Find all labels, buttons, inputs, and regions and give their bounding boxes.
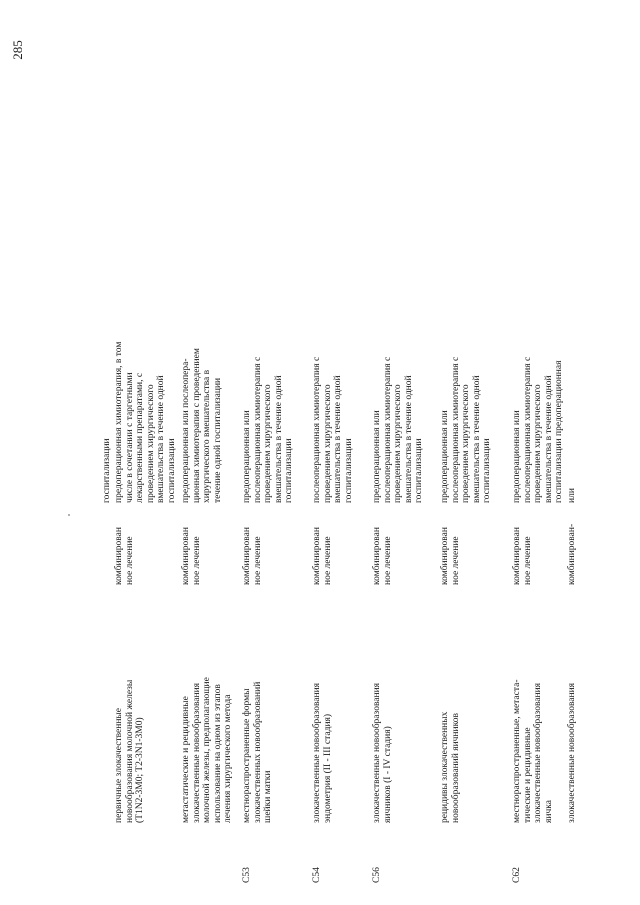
diagnosis-line: использование на одном из этапов bbox=[212, 684, 223, 823]
method-line: хирургического вмешательства в bbox=[202, 369, 213, 503]
scan-speck bbox=[68, 514, 70, 516]
treatment-type-cell bbox=[181, 515, 202, 585]
diagnosis-cell bbox=[312, 598, 333, 823]
method-cell bbox=[512, 128, 565, 503]
method-line: вмешательства в течение одной bbox=[156, 375, 167, 503]
diagnosis-cell bbox=[181, 598, 234, 823]
diagnosis-cell bbox=[372, 598, 393, 823]
diagnosis-line: новообразования молочной железы bbox=[124, 679, 135, 823]
treatment-type-line: комбинирован bbox=[312, 527, 322, 585]
method-cell bbox=[181, 128, 223, 503]
treatment-type-line: комбинирован bbox=[372, 527, 382, 585]
diagnosis-line: новообразований яичников bbox=[450, 713, 461, 823]
diagnosis-line: (T1N2-3M0; T2-3N1-3M0) bbox=[135, 717, 146, 823]
diagnosis-cell bbox=[440, 598, 461, 823]
method-line: госпитализации bbox=[414, 438, 425, 503]
icd-code: C53 bbox=[242, 867, 252, 883]
diagnosis-line: лечения хирургического метода bbox=[223, 694, 234, 823]
treatment-type-cell bbox=[114, 515, 135, 585]
method-line: вмешательства в течение одной bbox=[273, 375, 284, 503]
method-line: госпитализации bbox=[482, 438, 493, 503]
method-line: предоперационная или bbox=[242, 410, 252, 503]
method-line: госпитализации bbox=[166, 438, 177, 503]
treatment-type-line: комбинирован- bbox=[567, 523, 577, 585]
method-line: госпитализации предоперационная bbox=[554, 360, 565, 503]
method-line: вмешательства в течение одной bbox=[403, 375, 414, 503]
treatment-table bbox=[92, 123, 582, 883]
page-number: 285 bbox=[10, 40, 25, 60]
method-line: предоперационная химиотерапия, в том bbox=[114, 341, 124, 503]
method-line: госпитализации bbox=[102, 438, 112, 503]
diagnosis-line: метастатические и рецидивные bbox=[181, 696, 191, 823]
method-line: проведением хирургического bbox=[461, 384, 472, 503]
diagnosis-line: яичка bbox=[543, 800, 554, 823]
treatment-type-line: ное лечение bbox=[322, 536, 333, 585]
treatment-type-line: ное лечение bbox=[191, 536, 202, 585]
method-line: предоперационная или послеопера- bbox=[181, 358, 191, 503]
method-line: вмешательства в течение одной bbox=[543, 375, 554, 503]
method-line: ционная химиотерапия с проведением bbox=[191, 348, 202, 503]
treatment-type-cell bbox=[372, 515, 393, 585]
treatment-type-cell bbox=[512, 515, 533, 585]
diagnosis-line: первичные злокачественные bbox=[114, 707, 124, 823]
treatment-type-line: ное лечение bbox=[382, 536, 393, 585]
method-cell bbox=[567, 128, 578, 503]
diagnosis-cell bbox=[512, 598, 554, 823]
method-line: предоперационная или bbox=[440, 410, 450, 503]
method-cell bbox=[312, 128, 354, 503]
treatment-type-line: комбинирован bbox=[181, 527, 191, 585]
method-cell bbox=[242, 128, 295, 503]
icd-code: C62 bbox=[512, 867, 522, 883]
treatment-type-line: комбинирован bbox=[242, 527, 252, 585]
treatment-type-cell bbox=[440, 515, 461, 585]
method-line: госпитализации bbox=[284, 438, 295, 503]
icd-code: C56 bbox=[372, 867, 382, 883]
diagnosis-line: злокачественные новообразования bbox=[372, 682, 382, 823]
diagnosis-line: злокачественных новообразований bbox=[252, 681, 263, 823]
diagnosis-line: злокачественные новообразования bbox=[567, 682, 577, 823]
diagnosis-cell bbox=[242, 598, 274, 823]
method-line: проведением хирургического bbox=[533, 384, 544, 503]
method-cell bbox=[102, 128, 113, 503]
diagnosis-line: злокачественные новообразования bbox=[533, 682, 544, 823]
treatment-type-line: ное лечение bbox=[252, 536, 263, 585]
method-line: вмешательства в течение одной bbox=[333, 375, 344, 503]
method-line: госпитализации bbox=[343, 438, 354, 503]
treatment-type-cell bbox=[242, 515, 263, 585]
method-line: послеоперационная химиотерапия с bbox=[450, 356, 461, 503]
treatment-type-line: комбинирован bbox=[512, 527, 522, 585]
method-line: предоперационная или bbox=[512, 410, 522, 503]
method-line: послеоперационная химиотерапия с bbox=[382, 356, 393, 503]
diagnosis-line: злокачественные новообразования bbox=[191, 682, 202, 823]
treatment-type-cell bbox=[312, 515, 333, 585]
method-cell bbox=[372, 128, 425, 503]
diagnosis-line: тические и рецидивные bbox=[522, 727, 533, 823]
treatment-type-line: ное лечение bbox=[450, 536, 461, 585]
method-cell bbox=[114, 128, 178, 503]
treatment-type-cell bbox=[567, 515, 578, 585]
method-line: предоперационная или bbox=[372, 410, 382, 503]
diagnosis-cell bbox=[114, 598, 146, 823]
method-line: течение одной госпитализации bbox=[212, 377, 223, 503]
treatment-type-line: ное лечение bbox=[522, 536, 533, 585]
method-line: проведением хирургического bbox=[263, 384, 274, 503]
diagnosis-line: местнораспространенные формы bbox=[242, 688, 252, 823]
diagnosis-line: местнораспространенные, метаста- bbox=[512, 679, 522, 823]
method-line: проведением хирургического bbox=[393, 384, 404, 503]
diagnosis-line: злокачественные новообразования bbox=[312, 682, 322, 823]
method-line: проведением хирургического bbox=[322, 384, 333, 503]
method-line: вмешательства в течение одной bbox=[471, 375, 482, 503]
diagnosis-line: эндометрия (II - III стадия) bbox=[322, 713, 333, 823]
treatment-type-line: комбинирован bbox=[114, 527, 124, 585]
method-line: или bbox=[567, 488, 577, 503]
treatment-type-line: ное лечение bbox=[124, 536, 135, 585]
method-cell bbox=[440, 128, 493, 503]
diagnosis-cell bbox=[567, 598, 578, 823]
diagnosis-line: яичников (I - IV стадия) bbox=[382, 726, 393, 823]
diagnosis-line: рецидивы злокачественных bbox=[440, 711, 450, 823]
method-line: послеоперационная химиотерапия с bbox=[252, 356, 263, 503]
diagnosis-line: шейки матки bbox=[263, 770, 274, 823]
method-line: послеоперационная химиотерапия с bbox=[312, 356, 322, 503]
method-line: лекарственными препаратами, с bbox=[135, 372, 146, 503]
treatment-type-line: комбинирован bbox=[440, 527, 450, 585]
icd-code: C54 bbox=[312, 867, 322, 883]
diagnosis-line: молочной железы, предполагающие bbox=[202, 677, 213, 823]
method-line: послеоперационная химиотерапия с bbox=[522, 356, 533, 503]
method-line: числе в сочетании с таргетными bbox=[124, 372, 135, 503]
method-line: проведением хирургического bbox=[145, 384, 156, 503]
